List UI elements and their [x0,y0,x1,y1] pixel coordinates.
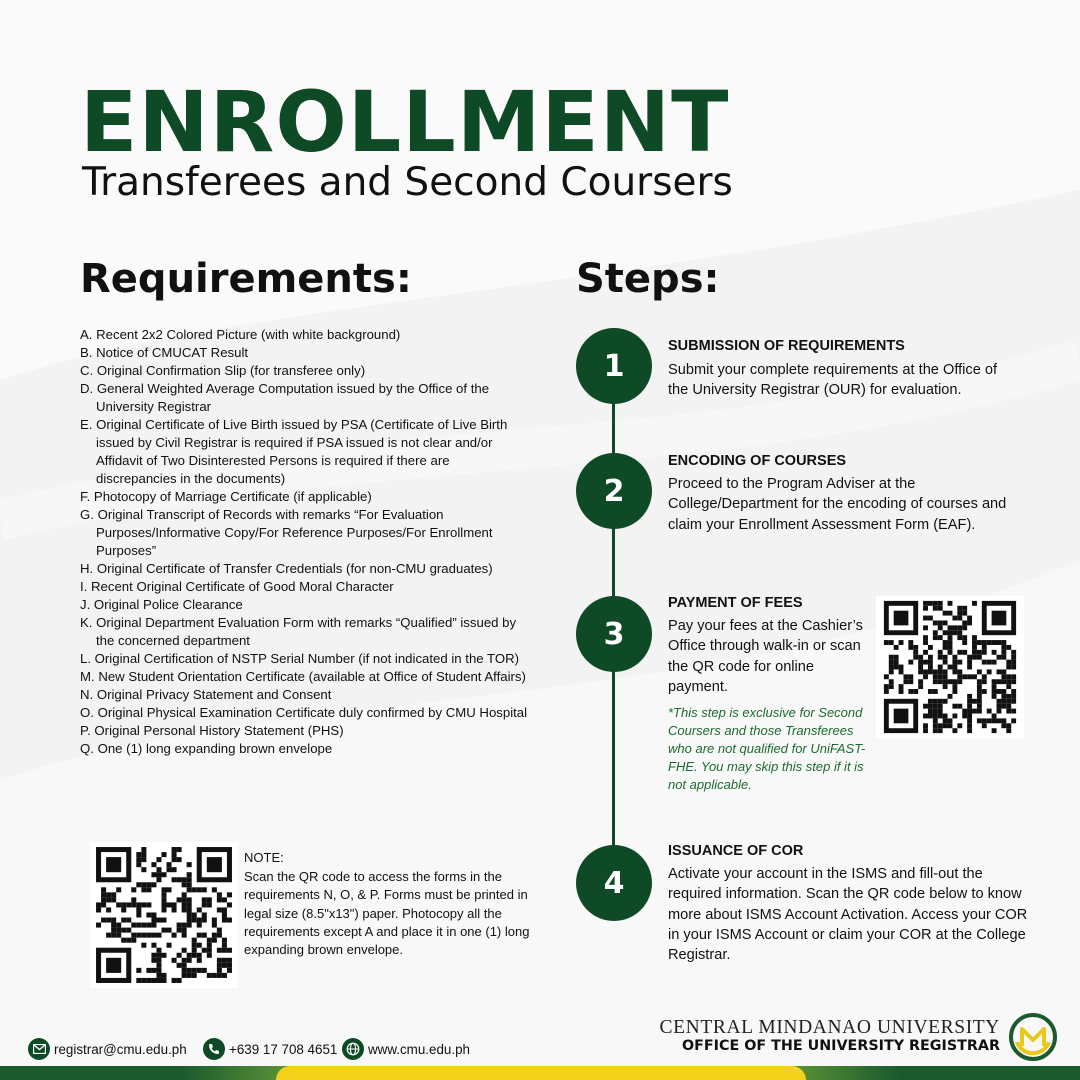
footer-accent [276,1066,806,1080]
payment-qr-code[interactable] [876,596,1024,738]
requirement-item: G. Original Transcript of Records with remarks “For Evaluation Purposes/Informative Copy/For Reference Purposes/For Enrollment Purposes” [80,507,493,558]
requirement-item: D. General Weighted Average Computation issued by the Office of the University Registrar [80,381,490,414]
requirement-item: N. Original Privacy Statement and Consent [80,687,332,702]
website-text[interactable]: www.cmu.edu.ph [368,1041,470,1057]
note-text: Scan the QR code to access the forms in the requirements N, O, & P. Forms must be printed in legal size (8.5"x13") paper. Photocopy all the requirements except A and place it in one (1) long expanding brown envelope. [244,869,530,958]
requirement-item: B. Notice of CMUCAT Result [80,345,249,360]
footer-phone[interactable] [203,1038,337,1060]
phone-text[interactable]: +639 17 708 4651 [229,1041,338,1057]
office-name: OFFICE OF THE UNIVERSITY REGISTRAR [682,1038,1000,1054]
requirement-item: H. Original Certificate of Transfer Credentials (for non-CMU graduates) [80,561,493,576]
requirement-item: L. Original Certification of NSTP Serial Number (if not indicated in the TOR) [80,651,520,666]
requirement-item: M. New Student Orientation Certificate (available at Office of Student Affairs) [80,669,526,684]
requirement-item: J. Original Police Clearance [80,597,243,612]
footer-email[interactable] [28,1038,187,1060]
footer-website[interactable] [342,1038,470,1060]
requirement-item: A. Recent 2x2 Colored Picture (with white background) [80,327,401,342]
page-subtitle: Transferees and Second Coursers [82,160,733,205]
step-2-badge: 2 [576,453,652,529]
step-2-title: ENCODING OF COURSES [668,453,847,469]
step-2-description: Proceed to the Program Adviser at the College/Department for the encoding of courses and claim your Enrollment Assessment Form (EAF). [668,476,1007,533]
requirement-item: E. Original Certificate of Live Birth issued by PSA (Certificate of Live Birth issued by Civil Registrar is required if PSA issued is not clear and/or Affidavit of Two Disinterested Persons is required if there are discrepancies in the documents) [80,417,508,486]
forms-qr-code[interactable] [90,842,238,988]
requirement-item: P. Original Personal History Statement (PHS) [80,723,344,738]
step-3-note: *This step is exclusive for Second Coursers and those Transferees who are not qualified for UniFAST-FHE. You may skip this step if it is not applicable. [668,705,866,792]
university-logo [1008,1012,1058,1062]
requirements-heading: Requirements: [80,256,412,302]
step-1-description: Submit your complete requirements at the Office of the University Registrar (OUR) for evaluation. [668,362,998,399]
requirement-item: K. Original Department Evaluation Form with remarks “Qualified” issued by the concerned department [80,615,517,648]
page-title: ENROLLMENT [80,73,730,171]
requirement-item: I. Recent Original Certificate of Good Moral Character [80,579,394,594]
step-4-title: ISSUANCE OF COR [668,843,804,859]
step-3-description: Pay your fees at the Cashier’s Office through walk-in or scan the QR code for online payment. [668,618,863,695]
step-4-description: Activate your account in the ISMS and fill-out the required information. Scan the QR code below to know more about ISMS Account Activation. Access your COR in your ISMS Account or claim your COR at the College Registrar. [668,866,1028,964]
step-1-title: SUBMISSION OF REQUIREMENTS [668,338,905,354]
steps-heading: Steps: [576,256,720,302]
email-icon [28,1038,50,1060]
requirement-item: F. Photocopy of Marriage Certificate (if applicable) [80,489,372,504]
university-name: CENTRAL MINDANAO UNIVERSITY [659,1017,1000,1038]
globe-icon [342,1038,364,1060]
phone-icon [203,1038,225,1060]
step-1-badge: 1 [576,328,652,404]
step-3-badge: 3 [576,596,652,672]
note-label: NOTE: [244,850,284,865]
step-4-badge: 4 [576,845,652,921]
step-3-title: PAYMENT OF FEES [668,595,803,611]
requirements-list [80,326,530,758]
requirement-item: C. Original Confirmation Slip (for transferee only) [80,363,366,378]
requirement-item: Q. One (1) long expanding brown envelope [80,741,333,756]
requirement-item: O. Original Physical Examination Certificate duly confirmed by CMU Hospital [80,705,528,720]
email-text[interactable]: registrar@cmu.edu.ph [54,1041,187,1057]
